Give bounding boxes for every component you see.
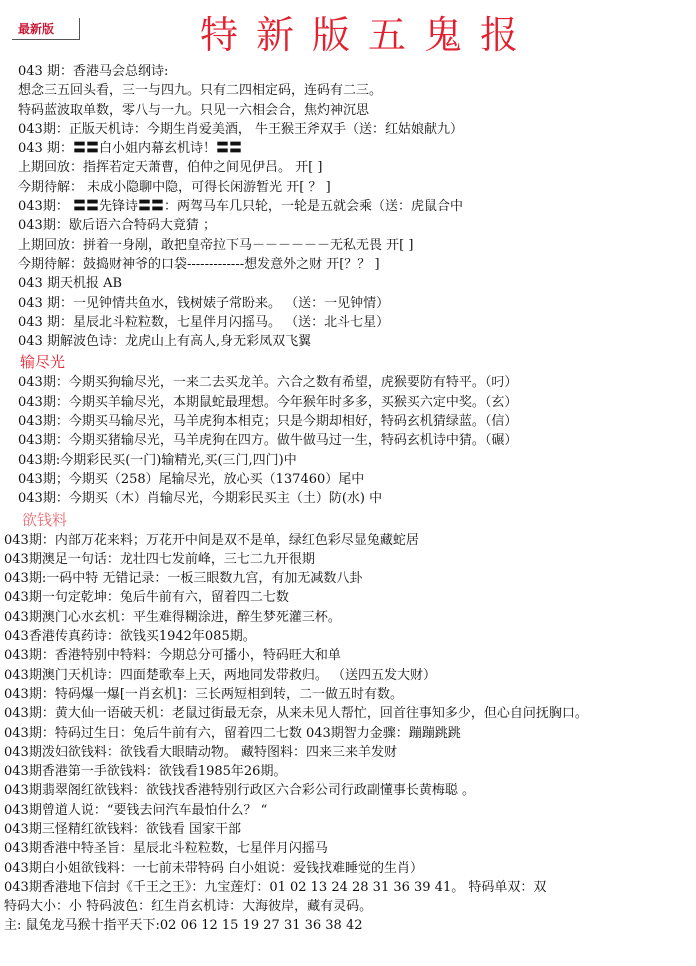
text-line: 043期：今期买（木）肖输尽光，今期彩民买主（土）防(水) 中 bbox=[18, 491, 383, 507]
text-line: 043期一句定乾坤：兔后牛前有六，留着四二七数 bbox=[4, 590, 289, 606]
text-line: 043期：今期买猪输尽光，马羊虎狗在四方。做牛做马过一生，特码玄机诗中猜。（碾） bbox=[18, 433, 518, 449]
block-money bbox=[0, 531, 696, 936]
text-line: 043期翡翠阁红欲钱料：欲钱找香港特别行政区六合彩公司行政副懂事长黄梅聪 。 bbox=[4, 783, 475, 799]
text-line: 043期澳门心水玄机：平生难得糊涂进，醉生梦死灌三杯。 bbox=[4, 609, 341, 625]
text-line: 043期：今期买狗输尽光，一来二去买龙羊。六合之数有希望，虎猴要防有特平。（叼） bbox=[18, 375, 518, 391]
text-line: 043期香港第一手欲钱料：欲钱看1985年26期。 bbox=[4, 764, 287, 780]
text-line: 主: 鼠兔龙马猴十指平天下:02 06 12 15 19 27 31 36 38 42 bbox=[4, 918, 363, 934]
text-line: 043期白小姐欲钱料：一七前未带特码 白小姐说：爱钱找难睡觉的生肖） bbox=[4, 860, 423, 876]
section-heading: 欲钱料 bbox=[22, 510, 68, 529]
block-lost bbox=[0, 373, 696, 508]
text-line: 043 期：香港马会总纲诗: bbox=[18, 64, 169, 79]
text-line: 043期：特码爆一爆[一肖玄机]：三长两短相到转，二一做五时有数。 bbox=[4, 686, 403, 702]
section-heading: 输尽光 bbox=[20, 353, 66, 372]
text-line: 043期：香港特别中特料：今期总分可播小，特码旺大和单 bbox=[4, 648, 341, 664]
text-line: 今期待解：鼓捣财神爷的口袋-------------想发意外之财 开[？？ ] bbox=[18, 256, 380, 272]
page-title: 特新版五鬼报 bbox=[199, 13, 536, 57]
text-line: 043期：今期买羊输尽光，本期鼠蛇最理想。今年猴年时多多，买猴买六定中奖。（玄） bbox=[18, 394, 518, 410]
text-line: 043香港传真药诗：欲钱买1942年085期。 bbox=[4, 629, 256, 645]
text-line: 043期澳足一句话：龙壮四七发前峰，三七二九开很期 bbox=[4, 551, 315, 567]
text-line: 043期澳门天机诗：四面楚歌奉上天，两地同发带救归。 （送四五发大财） bbox=[4, 667, 436, 683]
text-line: 043期：黄大仙一语破天机：老鼠过街最无奈，从来未见人帮忙，回首往事知多少，但心自问抚胸口。 bbox=[4, 706, 588, 722]
text-line: 043期香港地下信封《千王之王》：九宝莲灯：01 02 13 24 28 31 36 39 41。 特码单双：双 bbox=[4, 879, 547, 895]
text-line: 043 期：〓〓白小姐内幕玄机诗！〓〓 bbox=[18, 141, 242, 157]
text-line: 043期曾道人说：“要钱去问汽车最怕什么？ “ bbox=[4, 802, 268, 818]
text-line: 上期回放：拼着一身剐，敢把皇帝拉下马－－－－－－无私无畏 开[ ] bbox=[18, 237, 414, 253]
text-line: 今期待解： 未成小隐聊中隐，可得长闲游暂光 开[ ？ ] bbox=[18, 179, 331, 195]
text-line: 想念三五回头看，三一与四九。只有二四相定码，连码有二三。 bbox=[18, 83, 383, 99]
text-line: 043期:今期彩民买(一门)输精光,买(三门,四门)中 bbox=[18, 452, 297, 468]
text-line: 043 期天机报 AB bbox=[18, 276, 123, 292]
text-line: 043期：正版天机诗：今期生肖爱美酒， 牛王猴王斧双手（送：红姑娘献九） bbox=[18, 121, 463, 137]
text-line: 043期：今期买马输尽光，马羊虎狗本相克；只是今期却相好，特码玄机猜绿蓝。（信） bbox=[18, 414, 518, 430]
document-body bbox=[0, 62, 696, 936]
text-line: 043 期：一见钟情共鱼水，钱树婊子常盼来。 （送：一见钟情） bbox=[18, 295, 390, 311]
text-line: 043期：特码过生日：兔后牛前有六，留着四二七数 043期智力金骤：蹦蹦跳跳 bbox=[4, 725, 461, 741]
text-line: 043期： 〓〓先锋诗〓〓：两驾马车几只轮，一轮是五就会乘（送：虎鼠合中 bbox=[18, 199, 463, 215]
block-poems bbox=[0, 62, 696, 351]
edition-badge: 最新版 bbox=[12, 18, 80, 40]
text-line: 043期：内部万花来料；万花开中间是双不是单，绿红色彩尽显兔藏蛇居 bbox=[4, 532, 419, 548]
text-line: 特码蓝波取单数，零八与一九。只见一六相会合，焦灼神沉思 bbox=[18, 102, 370, 118]
text-line: 043 期：星辰北斗粒粒数，七星伴月闪摇马。 （送：北斗七星） bbox=[18, 314, 390, 330]
text-line: 043 期解波色诗：龙虎山上有高人,身无彩凤双飞翼 bbox=[18, 334, 312, 350]
text-line: 上期回放：指挥若定天萧曹，伯仲之间见伊吕。 开[ ] bbox=[18, 160, 323, 176]
text-line: 043期香港中特圣旨：星辰北斗粒粒数，七星伴月闪摇马 bbox=[4, 841, 328, 857]
text-line: 043期：歇后语六合特码大竟猜 ； bbox=[18, 218, 216, 234]
text-line: 043期:一码中特 无错记录：一板三眼数九宫，有加无减数八卦 bbox=[4, 571, 363, 587]
text-line: 043期三怪精红欲钱料：欲钱看 国家干部 bbox=[4, 821, 241, 837]
text-line: 043期泼妇欲钱料：欲钱看大眼睛动物。 藏特图料：四来三来羊发财 bbox=[4, 744, 397, 760]
text-line: 特码大小：小 特码波色：红生肖玄机诗：大海彼岸，藏有灵码。 bbox=[4, 899, 373, 915]
text-line: 043期；今期买（258）尾输尽光，放心买（137460）尾中 bbox=[18, 471, 365, 487]
